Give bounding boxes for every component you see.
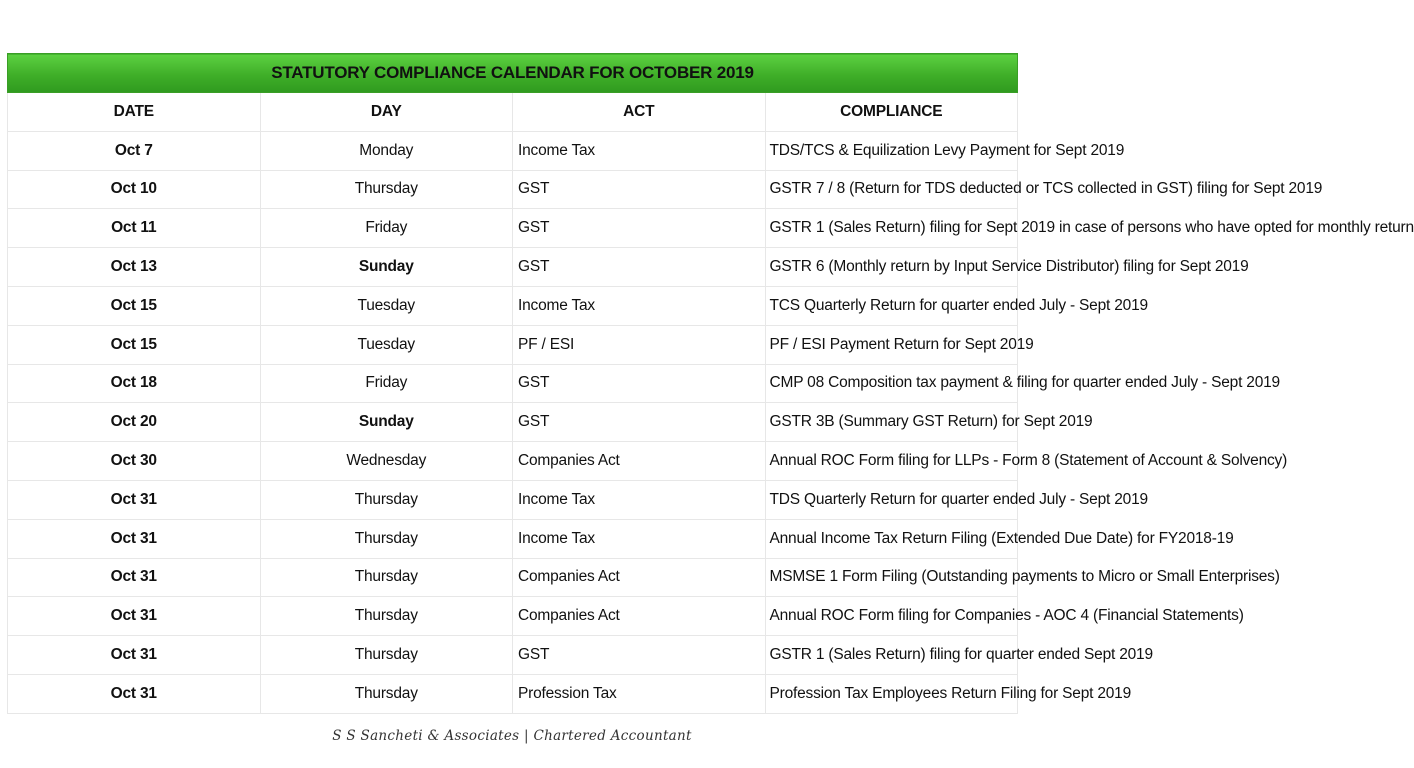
- day-cell: Thursday: [260, 636, 513, 675]
- table-row: [8, 403, 1018, 442]
- date-cell: Oct 15: [8, 286, 261, 325]
- compliance-cell: Annual ROC Form filing for Companies - AOC 4 (Financial Statements): [765, 597, 1018, 636]
- table-row: [8, 209, 1018, 248]
- compliance-cell: MSMSE 1 Form Filing (Outstanding payments to Micro or Small Enterprises): [765, 558, 1018, 597]
- table-row: [8, 325, 1018, 364]
- day-cell: Sunday: [260, 403, 513, 442]
- date-cell: Oct 31: [8, 674, 261, 713]
- compliance-cell: TDS/TCS & Equilization Levy Payment for Sept 2019: [765, 131, 1018, 170]
- day-cell: Tuesday: [260, 325, 513, 364]
- table-row: [8, 636, 1018, 675]
- date-cell: Oct 30: [8, 442, 261, 481]
- date-cell: Oct 31: [8, 480, 261, 519]
- table-row: [8, 597, 1018, 636]
- day-cell: Friday: [260, 209, 513, 248]
- compliance-cell: TDS Quarterly Return for quarter ended July - Sept 2019: [765, 480, 1018, 519]
- act-cell: Companies Act: [513, 597, 766, 636]
- compliance-cell: CMP 08 Composition tax payment & filing for quarter ended July - Sept 2019: [765, 364, 1018, 403]
- act-cell: Income Tax: [513, 131, 766, 170]
- day-cell: Monday: [260, 131, 513, 170]
- date-cell: Oct 31: [8, 636, 261, 675]
- act-cell: GST: [513, 636, 766, 675]
- compliance-calendar-table: [7, 53, 1414, 714]
- compliance-cell: GSTR 3B (Summary GST Return) for Sept 2019: [765, 403, 1018, 442]
- header-date: DATE: [8, 93, 261, 132]
- table-body: [8, 131, 1414, 713]
- compliance-cell: PF / ESI Payment Return for Sept 2019: [765, 325, 1018, 364]
- table-row: [8, 519, 1018, 558]
- act-cell: Profession Tax: [513, 674, 766, 713]
- table-row: [8, 674, 1018, 713]
- date-cell: Oct 31: [8, 519, 261, 558]
- header-compliance: COMPLIANCE: [765, 93, 1018, 132]
- calendar-title: STATUTORY COMPLIANCE CALENDAR FOR OCTOBER 2019: [8, 54, 1018, 93]
- table-row: [8, 480, 1018, 519]
- table-row: [8, 364, 1018, 403]
- compliance-cell: GSTR 1 (Sales Return) filing for quarter ended Sept 2019: [765, 636, 1018, 675]
- act-cell: GST: [513, 248, 766, 287]
- act-cell: Companies Act: [513, 558, 766, 597]
- date-cell: Oct 31: [8, 558, 261, 597]
- date-cell: Oct 15: [8, 325, 261, 364]
- day-cell: Thursday: [260, 480, 513, 519]
- date-cell: Oct 11: [8, 209, 261, 248]
- compliance-cell: GSTR 7 / 8 (Return for TDS deducted or TCS collected in GST) filing for Sept 2019: [765, 170, 1018, 209]
- act-cell: Companies Act: [513, 442, 766, 481]
- date-cell: Oct 7: [8, 131, 261, 170]
- date-cell: Oct 10: [8, 170, 261, 209]
- day-cell: Thursday: [260, 597, 513, 636]
- act-cell: GST: [513, 364, 766, 403]
- table-row: [8, 286, 1018, 325]
- table-row: [8, 442, 1018, 481]
- title-row: [8, 54, 1018, 93]
- compliance-cell: Annual ROC Form filing for LLPs - Form 8 (Statement of Account & Solvency): [765, 442, 1018, 481]
- act-cell: GST: [513, 403, 766, 442]
- date-cell: Oct 20: [8, 403, 261, 442]
- compliance-cell: GSTR 6 (Monthly return by Input Service Distributor) filing for Sept 2019: [765, 248, 1018, 287]
- act-cell: Income Tax: [513, 480, 766, 519]
- date-cell: Oct 13: [8, 248, 261, 287]
- date-cell: Oct 18: [8, 364, 261, 403]
- day-cell: Friday: [260, 364, 513, 403]
- act-cell: GST: [513, 209, 766, 248]
- table-row: [8, 131, 1018, 170]
- compliance-cell: TCS Quarterly Return for quarter ended July - Sept 2019: [765, 286, 1018, 325]
- table-row: [8, 558, 1018, 597]
- day-cell: Sunday: [260, 248, 513, 287]
- compliance-cell: Annual Income Tax Return Filing (Extended Due Date) for FY2018-19: [765, 519, 1018, 558]
- day-cell: Thursday: [260, 674, 513, 713]
- compliance-cell: GSTR 1 (Sales Return) filing for Sept 2019 in case of persons who have opted for monthly return: [765, 209, 1018, 248]
- date-cell: Oct 31: [8, 597, 261, 636]
- day-cell: Thursday: [260, 170, 513, 209]
- compliance-cell: Profession Tax Employees Return Filing for Sept 2019: [765, 674, 1018, 713]
- header-act: ACT: [513, 93, 766, 132]
- table-row: [8, 248, 1018, 287]
- footer-credit: S S Sancheti & Associates | Chartered Accountant: [332, 728, 692, 744]
- table-row: [8, 170, 1018, 209]
- day-cell: Thursday: [260, 558, 513, 597]
- act-cell: Income Tax: [513, 519, 766, 558]
- day-cell: Wednesday: [260, 442, 513, 481]
- act-cell: PF / ESI: [513, 325, 766, 364]
- day-cell: Tuesday: [260, 286, 513, 325]
- act-cell: GST: [513, 170, 766, 209]
- header-row: [8, 93, 1018, 132]
- act-cell: Income Tax: [513, 286, 766, 325]
- day-cell: Thursday: [260, 519, 513, 558]
- header-day: DAY: [260, 93, 513, 132]
